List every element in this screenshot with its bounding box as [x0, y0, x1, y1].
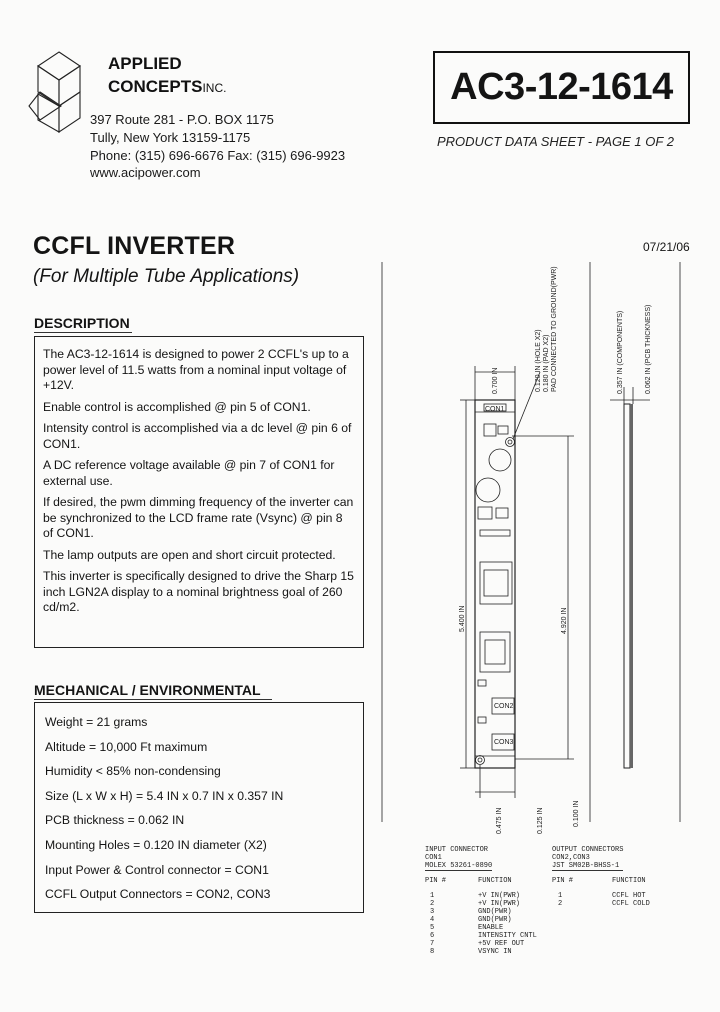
output-connector-title: OUTPUT CONNECTORS — [552, 846, 624, 854]
pin-number: 2 — [558, 900, 563, 908]
output-connector-part: JST SM02B-BHSS-1 — [552, 862, 623, 871]
dim-width: 0.700 IN — [492, 367, 499, 394]
input-connector-part: MOLEX 53261-0890 — [425, 862, 493, 870]
spec-item: Weight = 21 grams — [45, 715, 148, 729]
company-name-line1: APPLIED — [108, 54, 182, 73]
spec-item: Size (L x W x H) = 5.4 IN x 0.7 IN x 0.357 IN — [45, 788, 284, 803]
dim-length: 5.400 IN — [459, 605, 466, 632]
dim-bottom-edge: 0.100 IN — [573, 800, 580, 827]
description-paragraph: Enable control is accomplished @ pin 5 of CON1. — [43, 399, 311, 414]
description-paragraph: The AC3-12-1614 is designed to power 2 CCFL's up to a power level of 11.5 watts from a nominal input voltage of +12V. — [43, 347, 349, 392]
con3-label: CON3 — [494, 739, 514, 746]
data-sheet-subtitle: PRODUCT DATA SHEET - PAGE 1 OF 2 — [437, 134, 674, 149]
pin-function: GND(PWR) — [478, 908, 512, 916]
dim-hole-span: 4.920 IN — [561, 607, 568, 634]
pin-function: VSYNC IN — [478, 948, 512, 956]
con1-label: CON1 — [485, 406, 505, 413]
pin-function: +V IN(PWR) — [478, 892, 521, 900]
input-connector-title: INPUT CONNECTOR — [425, 846, 489, 854]
output-connector-name: CON2,CON3 — [552, 854, 590, 862]
dim-bottom-hole: 0.125 IN — [537, 807, 544, 834]
description-paragraph: Intensity control is accomplished via a dc level @ pin 6 of CON1. — [43, 421, 352, 451]
pin-number: 5 — [430, 924, 435, 932]
input-connector-block — [425, 846, 492, 871]
pin-number: 7 — [430, 940, 435, 948]
document-date: 07/21/06 — [643, 240, 690, 254]
company-address1: 397 Route 281 - P.O. BOX 1175 — [90, 112, 274, 127]
pin-number: 1 — [558, 892, 563, 900]
company-address2: Tully, New York 13159-1175 — [90, 130, 251, 145]
pin-number: 4 — [430, 916, 435, 924]
description-heading: DESCRIPTION — [34, 315, 130, 331]
company-name: CONCEPTS — [108, 77, 203, 96]
company-suffix: INC. — [202, 81, 227, 95]
output-function-list — [612, 892, 650, 908]
hole-note-3: PAD CONNECTED TO GROUND(PWR) — [551, 266, 558, 392]
pin-number: 8 — [430, 948, 435, 956]
company-name-line2 — [108, 78, 226, 97]
dim-pcb-thickness: 0.062 IN (PCB THICKNESS) — [645, 304, 652, 394]
pin-number: 3 — [430, 908, 435, 916]
description-box — [34, 336, 364, 648]
description-paragraph: This inverter is specifically designed to drive the Sharp 15 inch LGN2A display to a nominal brightness goal of 260 cd/m2. — [43, 569, 354, 614]
spec-item: Humidity < 85% non-condensing — [45, 764, 221, 779]
mechanical-drawing — [380, 262, 685, 842]
mechanical-heading: MECHANICAL / ENVIRONMENTAL — [34, 682, 261, 698]
con2-label: CON2 — [494, 703, 514, 710]
pcb-outline — [475, 400, 515, 768]
input-pin-list — [430, 892, 434, 956]
input-connector-name: CON1 — [425, 854, 442, 862]
pin-function: INTENSITY CNTL — [478, 932, 537, 940]
pin-function: GND(PWR) — [478, 916, 512, 924]
mechanical-rule — [34, 699, 272, 700]
spec-item: Input Power & Control connector = CON1 — [45, 862, 269, 877]
pin-function: +V IN(PWR) — [478, 900, 521, 908]
product-code: AC3-12-1614 — [433, 51, 690, 124]
pin-function: ENABLE — [478, 924, 504, 932]
pin-number: 6 — [430, 932, 435, 940]
output-pin-header: PIN # — [552, 877, 574, 885]
description-paragraph: The lamp outputs are open and short circuit protected. — [43, 547, 336, 562]
pin-function: +5V REF OUT — [478, 940, 525, 948]
output-connector-block — [552, 846, 623, 871]
hole-note-1: 0.120 IN (HOLE X2) — [535, 329, 542, 392]
spec-item: Altitude = 10,000 Ft maximum — [45, 739, 208, 754]
company-logo — [28, 48, 90, 140]
description-paragraph: A DC reference voltage available @ pin 7 of CON1 for external use. — [43, 458, 335, 488]
company-phone: Phone: (315) 696-6676 Fax: (315) 696-9923 — [90, 148, 346, 163]
page-subtitle: (For Multiple Tube Applications) — [33, 266, 300, 287]
output-pin-list — [558, 892, 562, 908]
hole-note-2: 0.180 IN (PAD X2) — [543, 334, 550, 392]
page-title: CCFL INVERTER — [33, 232, 236, 260]
input-function-header: FUNCTION — [478, 877, 512, 885]
company-website[interactable]: www.acipower.com — [90, 165, 201, 180]
description-paragraph: If desired, the pwm dimming frequency of the inverter can be synchronized to the LCD frame rate (Vsync) @ pin 8 of CON1. — [43, 495, 354, 540]
pin-number: 1 — [430, 892, 435, 900]
pin-number: 2 — [430, 900, 435, 908]
input-function-list — [478, 892, 537, 956]
output-function-header: FUNCTION — [612, 877, 646, 885]
dim-bottom-offset: 0.475 IN — [496, 807, 503, 834]
spec-item: CCFL Output Connectors = CON2, CON3 — [45, 887, 271, 902]
pin-function: CCFL HOT — [612, 892, 646, 900]
description-rule — [34, 332, 132, 333]
spec-item: Mounting Holes = 0.120 IN diameter (X2) — [45, 837, 267, 852]
mechanical-box — [34, 702, 364, 913]
dim-height: 0.357 IN (COMPONENTS) — [617, 310, 624, 394]
input-pin-header: PIN # — [425, 877, 447, 885]
pin-function: CCFL COLD — [612, 900, 650, 908]
spec-item: PCB thickness = 0.062 IN — [45, 813, 185, 828]
